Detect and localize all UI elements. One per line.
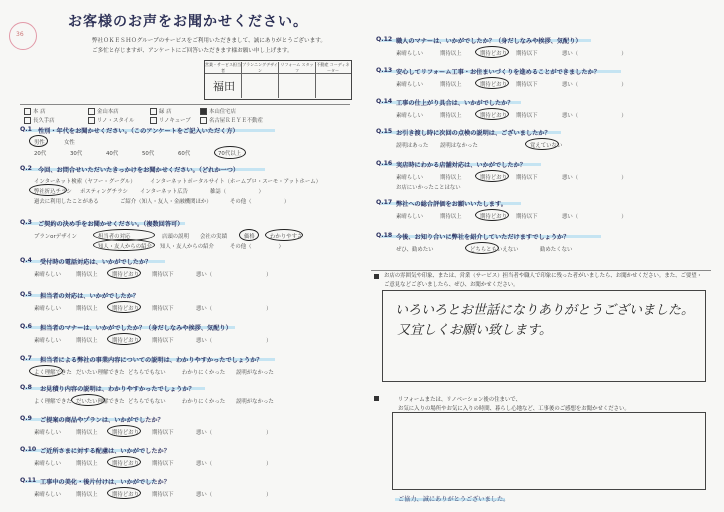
q3-opt-1: プランorデザイン [34, 234, 77, 240]
q18-opt-3: 勧めたくない [540, 247, 573, 253]
q11-opt-2: 期待以上 [76, 492, 98, 498]
staff-table [204, 60, 352, 100]
q1-age-30: 30代 [70, 151, 83, 157]
q15-opt-1: 説明はあった [396, 143, 429, 149]
branch-5: 緑 店 [159, 109, 172, 115]
q1-age-70: 70代以上 [218, 151, 242, 157]
q11-opt-3: 期待どおり [112, 492, 139, 498]
q13-opt-5: 悪い（ ） [562, 82, 627, 88]
q14-opt-3: 期待どおり [480, 113, 507, 119]
q3-opt-9: その他（ ） [230, 244, 284, 250]
q9-opt-2: 期待以上 [76, 430, 98, 436]
q7-opt-5: 説明がなかった [236, 370, 274, 376]
q13-text: 安心してリフォーム工事・お住まいづくりを進めることができましたか？ [396, 69, 600, 76]
q11-opt-1: 素晴らしい [34, 492, 61, 498]
q12-text: 職人のマナーは、いかがでしたか？（身だしなみや挨拶、気配り） [396, 38, 582, 45]
q8-opt-5: 説明がなかった [236, 399, 274, 405]
q10-opt-4: 期待以下 [152, 461, 174, 467]
q10-opt-1: 素晴らしい [34, 461, 61, 467]
q11-opt-4: 期待以下 [152, 492, 174, 498]
q15-text: お引き渡し時に次回の点検の説明は、ございましたか？ [396, 130, 551, 137]
q18-text: 今後、お知り合いに弊社を紹介していただけますでしょうか？ [396, 234, 570, 241]
q2-opt-5: インターネット広告 [140, 189, 189, 195]
q2-opt-7: 過去に利用したことがある [34, 199, 99, 205]
q6-opt-5: 悪い（ ） [196, 338, 272, 344]
q7-opt-2: だいたい理解できた [76, 370, 125, 376]
staff-header-2: プランニングデザイン [242, 62, 279, 98]
q5-num: Q.5 [20, 291, 32, 298]
branch-2: 長久手店 [33, 118, 55, 124]
q6-selected-mark [107, 333, 141, 345]
q6-text: 担当者のマナーは、いかがでしたか？（身だしなみや挨拶、気配り） [40, 325, 232, 332]
q10-opt-2: 期待以上 [76, 461, 98, 467]
q1-opt-male: 男性 [34, 140, 45, 146]
q16-opt-4: 期待以下 [516, 175, 538, 181]
q5-opt-4: 期待以下 [152, 306, 174, 312]
q5-opt-2: 期待以上 [76, 306, 98, 312]
q16-opt-5: 悪い（ ） [562, 175, 627, 181]
q14-opt-5: 悪い（ ） [562, 113, 627, 119]
q14-opt-2: 期待以上 [440, 113, 462, 119]
intro-line-2: ご多忙と存じますが、アンケートにご回答いただきます様お願い申し上げます。 [92, 48, 293, 54]
q18-num: Q.18 [376, 232, 393, 239]
q15-opt-2: 説明はなかった [440, 143, 478, 149]
q12-opt-2: 期待以上 [440, 51, 462, 57]
q2-text: 今回、お問合せいただいたきっかけをお聞かせください。（どれか一つ） [38, 167, 240, 174]
branch-8: 名古屋ＲＥＹＥ不動産 [209, 118, 263, 124]
q1-num: Q.1 [20, 126, 32, 133]
q9-text: ご提案の商品やプランは、いかがでしたか？ [40, 417, 164, 424]
q15-selected-mark [525, 138, 559, 150]
q16-opt-2: 期待以上 [440, 175, 462, 181]
q9-opt-4: 期待以下 [152, 430, 174, 436]
q17-num: Q.17 [376, 199, 393, 206]
q16-selected-mark [475, 170, 509, 182]
q8-opt-4: わかりにくかった [182, 399, 226, 405]
q7-num: Q.7 [20, 355, 32, 362]
staff-name: 福田 [213, 80, 235, 93]
q2-opt-3: 弊社折込チラシ [34, 189, 72, 195]
q2-num: Q.2 [20, 165, 32, 172]
q13-opt-4: 期待以下 [516, 82, 538, 88]
q6-opt-4: 期待以下 [152, 338, 174, 344]
q17-opt-3: 期待どおり [480, 214, 507, 220]
branch-4: リノ・スタイル [97, 118, 135, 124]
q8-text: お見積り内容の説明は、わかりやすかったでしょうか？ [40, 386, 195, 393]
q7-opt-3: どちらでもない [128, 370, 166, 376]
q7-selected-mark [29, 365, 63, 377]
q14-opt-4: 期待以下 [516, 113, 538, 119]
q6-opt-1: 素晴らしい [34, 338, 61, 344]
q2-opt-6: 雑誌（ ） [210, 189, 264, 195]
q9-opt-5: 悪い（ ） [196, 430, 272, 436]
q5-selected-mark [107, 301, 141, 313]
q13-num: Q.13 [376, 67, 393, 74]
q3-opt-5: 価格 [244, 234, 255, 240]
q14-selected-mark [475, 108, 509, 120]
q4-text: 受付時の電話対応は、いかがでしたか？ [40, 259, 152, 266]
q5-text: 担当者の対応は、いかがでしたか？ [40, 293, 139, 300]
q17-text: 弊社への総合評価をお願いいたします。 [396, 201, 507, 208]
q11-selected-mark [107, 487, 141, 499]
q2-opt-4: ポスティングチラシ [80, 189, 128, 195]
q10-text: ご近所さまに対する配慮は、いかがでしたか？ [40, 448, 170, 455]
q15-opt-3: 覚えていない [530, 143, 563, 149]
comment-prompt-2: リフォームまたは、リノベーション後の住まいで、 [398, 397, 521, 403]
intro-line-1: 弊社ＯＫＥＳＨＯグループのサービスをご利用いただきまして、誠にありがとうございます。 [92, 38, 326, 44]
q18-selected-mark [465, 242, 499, 254]
q4-opt-4: 期待以下 [152, 272, 174, 278]
comment-bullet-1 [374, 274, 379, 279]
q4-opt-1: 素晴らしい [34, 272, 61, 278]
page-number: 36 [16, 31, 24, 38]
q3-opt-3: 店頭の説明 [162, 234, 189, 240]
q1-opt-female: 女性 [64, 140, 75, 146]
q12-selected-mark [475, 46, 509, 58]
q16-opt-extra: お店にいかったことはない [396, 185, 461, 191]
q12-opt-3: 期待どおり [480, 51, 507, 57]
q16-text: 実店時にわかる店舗対応は、いかがでしたか？ [396, 162, 526, 169]
q4-selected-mark [107, 267, 141, 279]
q13-opt-1: 素晴らしい [396, 82, 423, 88]
q3-opt-8: 知人・友人からの紹介 [160, 244, 214, 250]
q8-num: Q.8 [20, 384, 32, 391]
q4-opt-2: 期待以上 [76, 272, 98, 278]
q17-opt-4: 期待以下 [516, 214, 538, 220]
q3-opt-7: 知人・友人からの紹介 [98, 244, 152, 250]
q8-selected-mark [71, 394, 105, 406]
q17-opt-2: 期待以上 [440, 214, 462, 220]
q6-opt-2: 期待以上 [76, 338, 98, 344]
q7-opt-4: わかりにくかった [182, 370, 226, 376]
q12-opt-5: 悪い（ ） [562, 51, 627, 57]
comment-bullet-2 [374, 396, 379, 401]
q7-opt-1: よく理解できた [34, 370, 72, 376]
q8-opt-1: よく理解できた [34, 399, 72, 405]
q11-text: 工事中の美化・後片付けは、いかがでしたか？ [40, 479, 170, 486]
staff-header-4: 不動産 コーディネーター [316, 62, 350, 73]
q5-opt-5: 悪い（ ） [196, 306, 272, 312]
q18-opt-2: どちらともいえない [470, 247, 519, 253]
q14-opt-1: 素晴らしい [396, 113, 423, 119]
branch-7: 本山住宅店 [209, 109, 236, 115]
q1-age-50: 50代 [142, 151, 155, 157]
comment-box-2[interactable] [392, 412, 706, 490]
branch-6: リノキューブ [159, 118, 191, 124]
q10-opt-3: 期待どおり [112, 461, 139, 467]
q17-selected-mark [475, 209, 509, 221]
page-title: お客様のお声をお聞かせください。 [68, 14, 308, 30]
q3-text: ご契約の決め手をお聞かせください。（複数回答可） [38, 221, 184, 228]
q15-num: Q.15 [376, 128, 393, 135]
q2-opt-2: インターネットポータルサイト（ホームプロ・スーモ・アットホーム） [150, 179, 321, 185]
comment-prompt-3: お気に入りの場所やお気に入りの時間、暮らし心地など、工事後のご感想をお聞かせください。 [398, 406, 630, 412]
staff-header-3: リフォーム スタッフ [279, 62, 316, 98]
q2-opt-9: その他（ ） [230, 199, 290, 205]
q1-text: 性別・年代をお聞かせください。（このアンケートをご記入いただく方） [38, 128, 239, 135]
comment-handwriting-1: いろいろとお世話になりありがとうございました。 [395, 303, 695, 318]
comment-prompt-1: お店の雰囲気や印象、または、営業（サービス）担当者や職人で印象に残った者がいましたら、お聞かせください。また、ご要望・ご意見などございましたら、ぜひ、お聞かせください。 [384, 273, 703, 288]
q4-opt-3: 期待どおり [112, 272, 139, 278]
q2-opt-1: インターネット検索（ヤフー・グーグル） [34, 179, 136, 185]
q5-opt-1: 素晴らしい [34, 306, 61, 312]
staff-header-1: 営業・サービス担当者 [205, 62, 242, 98]
q12-opt-4: 期待以下 [516, 51, 538, 57]
q11-opt-5: 悪い（ ） [196, 492, 272, 498]
q17-opt-1: 素晴らしい [396, 214, 423, 220]
branch-1: 本 店 [33, 109, 46, 115]
q16-opt-3: 期待どおり [480, 175, 507, 181]
q10-selected-mark [107, 456, 141, 468]
q8-opt-3: どちらでもない [128, 399, 166, 405]
q1-age-40: 40代 [106, 151, 119, 157]
q3-opt-4: 会社の実績 [200, 234, 227, 240]
q13-opt-2: 期待以上 [440, 82, 462, 88]
q1-age-20: 20代 [34, 151, 47, 157]
q10-opt-5: 悪い（ ） [196, 461, 272, 467]
q9-opt-1: 素晴らしい [34, 430, 61, 436]
q3-num: Q.3 [20, 219, 32, 226]
q11-num: Q.11 [20, 477, 37, 484]
q9-opt-3: 期待どおり [112, 430, 139, 436]
q16-num: Q.16 [376, 160, 393, 167]
q17-opt-5: 悪い（ ） [562, 214, 627, 220]
q1-age-60: 60代 [178, 151, 191, 157]
branch-3: 金山本店 [97, 109, 119, 115]
q2-opt-8: ご紹介（知人・友人・金融機関ほか） [120, 199, 212, 205]
q9-num: Q.9 [20, 415, 32, 422]
q4-num: Q.4 [20, 257, 32, 264]
q6-opt-3: 期待どおり [112, 338, 139, 344]
comment-box-1[interactable] [382, 290, 706, 382]
q14-num: Q.14 [376, 98, 393, 105]
q18-opt-1: ぜひ、勧めたい [396, 247, 434, 253]
q13-selected-mark [475, 77, 509, 89]
closing-text: ご協力、誠にありがとうございました。 [398, 496, 510, 503]
q12-num: Q.12 [376, 36, 393, 43]
q10-num: Q.10 [20, 446, 37, 453]
q7-text: 担当者による弊社の事業内容についての説明は、わかりやすかったでしょうか？ [40, 357, 263, 364]
q4-opt-5: 悪い（ ） [196, 272, 272, 278]
q12-opt-1: 素晴らしい [396, 51, 423, 57]
q16-opt-1: 素晴らしい [396, 175, 423, 181]
q14-text: 工事の仕上がり具合は、いかがでしたか？ [396, 100, 514, 107]
comment-handwriting-2: 又宜しくお願い致します。 [397, 323, 552, 338]
q9-selected-mark [107, 425, 141, 437]
q6-num: Q.6 [20, 323, 32, 330]
q13-opt-3: 期待どおり [480, 82, 507, 88]
q3-opt-2: 担当者の対応 [98, 234, 131, 240]
q3-opt-6: わかりやすさ [270, 234, 303, 240]
q8-opt-2: だいたい理解できた [76, 399, 125, 405]
q5-opt-3: 期待どおり [112, 306, 139, 312]
